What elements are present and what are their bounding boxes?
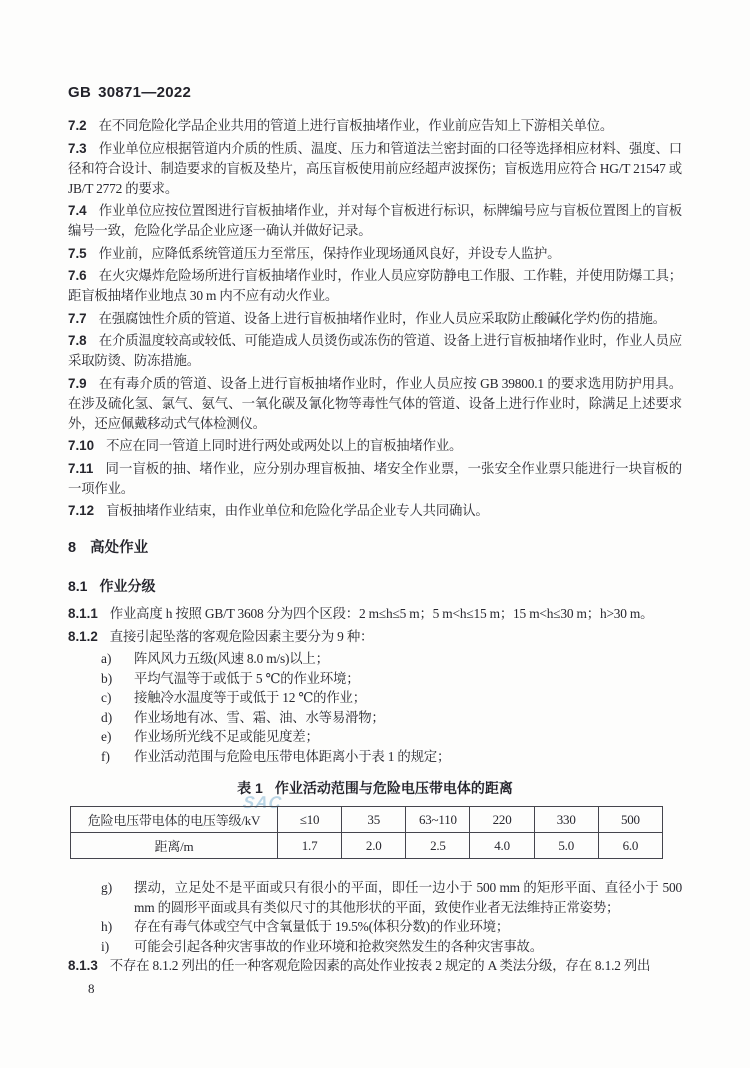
list-item-text: 作业场所光线不足或能见度差； (134, 729, 319, 744)
clause-8-1-3 (68, 956, 682, 976)
clause-number: 7.11 (68, 460, 94, 476)
clause-text: 作业高度 h 按照 GB/T 3608 分为四个区段：2 m≤h≤5 m；5 m<h≤15 m；15 m<h≤30 m；h>30 m。 (109, 606, 654, 621)
list-item-f (68, 747, 682, 767)
table-cell: ≤10 (278, 807, 342, 833)
clause-7-7 (68, 309, 682, 329)
section-title: 作业分级 (99, 578, 156, 594)
table-cell: 63~110 (406, 807, 470, 833)
table-header-cell: 危险电压带电体的电压等级/kV (71, 807, 278, 833)
clause-7-8 (68, 331, 682, 371)
list-item-letter: c) (101, 690, 112, 705)
page-content (68, 84, 682, 999)
list-item-e (68, 727, 682, 747)
clause-text: 在火灾爆炸危险场所进行盲板抽堵作业时，作业人员应穿防静电工作服、工作鞋，并使用防爆工具；距盲板抽堵作业地点 30 m 内不应有动火作业。 (68, 268, 682, 303)
section-8-1-heading (68, 576, 682, 596)
hazard-factor-list-g-i (68, 878, 682, 956)
clause-number: 7.8 (68, 333, 87, 348)
list-item-b (68, 669, 682, 689)
list-item-text: 平均气温等于或低于 5 ℃的作业环境； (134, 670, 360, 686)
list-item-i (68, 937, 682, 957)
list-item-text: 可能会引起各种灾害事故的作业环境和抢救突然发生的各种灾害事故。 (134, 938, 543, 954)
table-cell: 220 (470, 807, 534, 833)
clause-8-1-2 (68, 627, 682, 647)
clause-text: 作业单位应按位置图进行盲板抽堵作业，并对每个盲板进行标识，标牌编号应与盲板位置图上的盲板编号一致，危险化学品企业应逐一确认并做好记录。 (68, 203, 682, 238)
list-item-letter: f) (101, 748, 110, 764)
clause-number: 7.2 (68, 118, 87, 133)
section-number: 8 (68, 540, 77, 556)
clause-number: 8.1.3 (68, 958, 98, 973)
list-item-letter: d) (101, 709, 113, 725)
clause-number: 7.4 (68, 203, 87, 218)
list-item-g (68, 878, 682, 917)
clause-text: 直接引起坠落的客观危险因素主要分为 9 种： (109, 628, 374, 644)
table-row-distance (71, 833, 663, 859)
table-header-cell: 距离/m (71, 833, 278, 859)
section-8-heading (68, 538, 682, 558)
list-item-text: 接触冷水温度等于或低于 12 ℃的作业； (134, 690, 366, 705)
table-cell: 35 (342, 807, 406, 833)
list-item-letter: a) (101, 651, 112, 666)
table-cell: 2.5 (406, 833, 470, 859)
table-cell: 6.0 (598, 833, 662, 859)
standard-code: 30871—2022 (98, 84, 192, 101)
section-title: 高处作业 (90, 540, 149, 556)
clause-number: 8.1.1 (68, 606, 98, 621)
list-item-letter: i) (101, 938, 110, 954)
clause-text: 作业前，应降低系统管道压力至常压，保持作业现场通风良好，并设专人监护。 (98, 245, 561, 261)
clause-7-11 (68, 459, 682, 499)
table-cell: 500 (598, 807, 662, 833)
clause-text: 不应在同一管道上同时进行两处或两处以上的盲板抽堵作业。 (106, 438, 463, 453)
clause-number: 7.10 (68, 438, 95, 453)
list-item-letter: g) (101, 880, 113, 895)
clause-number: 7.12 (68, 503, 95, 518)
table-cell: 4.0 (470, 833, 534, 859)
clause-text: 盲板抽堵作业结束，由作业单位和危险化学品企业专人共同确认。 (106, 503, 489, 518)
sac-watermark: SAC (241, 793, 284, 812)
clause-number: 7.7 (68, 310, 87, 326)
clause-number: 8.1.2 (68, 628, 98, 644)
list-item-letter: h) (101, 919, 113, 934)
table-1-voltage-distance (70, 806, 663, 859)
clause-text: 在强腐蚀性介质的管道、设备上进行盲板抽堵作业时，作业人员应采取防止酸碱化学灼伤的措施。 (98, 310, 666, 326)
table-title: 作业活动范围与危险电压带电体的距离 (274, 780, 513, 796)
clause-text: 作业单位应根据管道内介质的性质、温度、压力和管道法兰密封面的口径等选择相应材料、强度、口径和符合设计、制造要求的盲板及垫片，高压盲板使用前应经超声波探伤；盲板选用应符合 HG/T 21547 或 JB/T 2772 的要求。 (68, 140, 682, 196)
list-item-h (68, 917, 682, 937)
table-cell: 5.0 (534, 833, 598, 859)
clause-7-10 (68, 436, 682, 456)
list-item-text: 作业场地有冰、雪、霜、油、水等易滑物； (134, 709, 385, 725)
page-number: 8 (88, 980, 95, 996)
list-item-letter: e) (101, 729, 112, 744)
table-label: 表 1 (237, 780, 263, 796)
list-item-c (68, 688, 682, 708)
clause-7-9 (68, 374, 682, 434)
table-cell: 1.7 (278, 833, 342, 859)
clause-text: 同一盲板的抽、堵作业，应分别办理盲板抽、堵安全作业票，一张安全作业票只能进行一块盲板的一项作业。 (68, 460, 682, 496)
hazard-factor-list-a-f (68, 649, 682, 766)
clause-7-2 (68, 116, 682, 136)
list-item-text: 阵风风力五级(风速 8.0 m/s)以上； (134, 651, 329, 666)
table-row-voltage (71, 807, 663, 833)
list-item-text: 存在有毒气体或空气中含氧量低于 19.5%(体积分数)的作业环境； (134, 919, 510, 934)
clause-8-1-1 (68, 604, 682, 624)
list-item-text: 作业活动范围与危险电压带电体距离小于表 1 的规定； (134, 748, 451, 764)
list-item-letter: b) (101, 670, 113, 686)
clause-text: 在有毒介质的管道、设备上进行盲板抽堵作业时，作业人员应按 GB 39800.1 的要求选用防护用具。在涉及硫化氢、氯气、氨气、一氧化碳及氰化物等毒性气体的管道、设备上进行作业时，除满足上述要求外，还应佩戴移动式气体检测仪。 (68, 375, 682, 431)
table-cell: 2.0 (342, 833, 406, 859)
clause-7-3 (68, 139, 682, 199)
list-item-text: 摆动，立足处不是平面或只有很小的平面，即任一边小于 500 mm 的矩形平面、直径小于 500 mm 的圆形平面或具有类似尺寸的其他形状的平面，致使作业者无法维持正常姿势； (134, 880, 682, 915)
clause-text: 在不同危险化学品企业共用的管道上进行盲板抽堵作业，作业前应告知上下游相关单位。 (98, 118, 614, 133)
table-cell: 330 (534, 807, 598, 833)
list-item-a (68, 649, 682, 669)
clause-7-4 (68, 201, 682, 241)
table-1-caption (68, 778, 682, 798)
section-number: 8.1 (68, 578, 88, 594)
standard-number-header (68, 84, 682, 101)
clause-text: 不存在 8.1.2 列出的任一种客观危险因素的高处作业按表 2 规定的 A 类法分级，存在 8.1.2 列出 (109, 958, 651, 973)
clause-7-5 (68, 244, 682, 264)
clause-7-12 (68, 501, 682, 521)
standard-prefix: GB (68, 84, 92, 101)
list-item-d (68, 708, 682, 728)
clause-number: 7.3 (68, 140, 87, 156)
clause-7-6 (68, 266, 682, 306)
clause-number: 7.6 (68, 268, 87, 283)
clause-number: 7.5 (68, 245, 87, 261)
clause-number: 7.9 (68, 375, 87, 391)
clause-text: 在介质温度较高或较低、可能造成人员烫伤或冻伤的管道、设备上进行盲板抽堵作业时，作业人员应采取防烫、防冻措施。 (68, 333, 682, 368)
